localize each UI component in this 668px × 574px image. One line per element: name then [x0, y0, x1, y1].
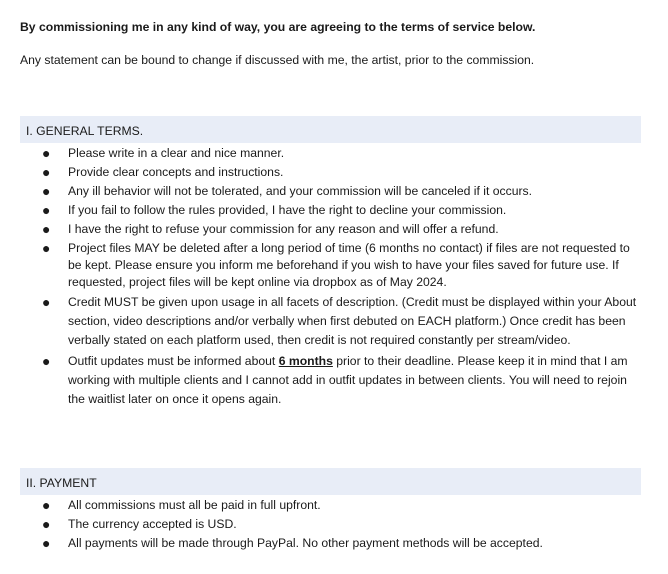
- list-item: [20, 202, 640, 219]
- bullet-icon: ●: [42, 535, 51, 551]
- list-item-outfit-updates: [20, 352, 640, 409]
- general-terms-list: [20, 145, 640, 411]
- list-item-text: All commissions must all be paid in full upfront.: [68, 498, 321, 512]
- payment-terms-list: [20, 497, 640, 554]
- bullet-icon: ●: [42, 145, 51, 161]
- bullet-icon: ●: [42, 164, 51, 180]
- bullet-icon: ●: [42, 516, 51, 532]
- outfit-text-after: prior to their deadline. Please keep it in mind that I am working with multiple clients and I cannot add in outfit updates in between clients. You will need to rejoin the waitlist later on once it opens again.: [68, 354, 628, 406]
- list-item: [20, 535, 640, 552]
- section-header-general-terms: I. GENERAL TERMS.: [20, 116, 641, 143]
- list-item: [20, 221, 640, 238]
- agreement-statement: By commissioning me in any kind of way, you are agreeing to the terms of service below.: [20, 20, 536, 34]
- list-item: [20, 516, 640, 533]
- list-item-text: Provide clear concepts and instructions.: [68, 165, 284, 179]
- list-item: [20, 497, 640, 514]
- list-item-text: Any ill behavior will not be tolerated, and your commission will be canceled if it occurs.: [68, 184, 533, 198]
- bullet-icon: ●: [42, 294, 51, 310]
- bullet-icon: ●: [42, 202, 51, 218]
- section-header-payment: II. PAYMENT: [20, 468, 641, 495]
- outfit-deadline-emphasis: 6 months: [278, 354, 333, 368]
- bullet-icon: ●: [42, 497, 51, 513]
- list-item: [20, 183, 640, 200]
- list-item: [20, 293, 640, 350]
- bullet-icon: ●: [42, 240, 51, 256]
- list-item-text: If you fail to follow the rules provided, I have the right to decline your commission.: [68, 203, 507, 217]
- list-item-text: The currency accepted is USD.: [68, 517, 237, 531]
- list-item-text: Credit MUST be given upon usage in all facets of description. (Credit must be displayed within your About section, video descriptions and/or verbally when first debuted on EACH platform.) Once credit has been verbally stated on each platform used, then credit is not required constantly per stream/video.: [68, 295, 637, 347]
- list-item-text: I have the right to refuse your commission for any reason and will offer a refund.: [68, 222, 499, 236]
- list-item: [20, 240, 640, 291]
- list-item: [20, 164, 640, 181]
- bullet-icon: ●: [42, 221, 51, 237]
- list-item-text: Project files MAY be deleted after a long period of time (6 months no contact) if files are not requested to be kept. Please ensure you inform me beforehand if you wish to have your files saved for future use. If requested, project files will be kept online via dropbox as of May 2024.: [68, 241, 630, 289]
- outfit-text-before: Outfit updates must be informed about: [68, 354, 279, 368]
- bullet-icon: ●: [42, 353, 51, 369]
- list-item-text: Please write in a clear and nice manner.: [68, 146, 285, 160]
- change-notice: Any statement can be bound to change if discussed with me, the artist, prior to the commission.: [20, 53, 535, 67]
- list-item: [20, 145, 640, 162]
- list-item-text: All payments will be made through PayPal. No other payment methods will be accepted.: [68, 536, 543, 550]
- bullet-icon: ●: [42, 183, 51, 199]
